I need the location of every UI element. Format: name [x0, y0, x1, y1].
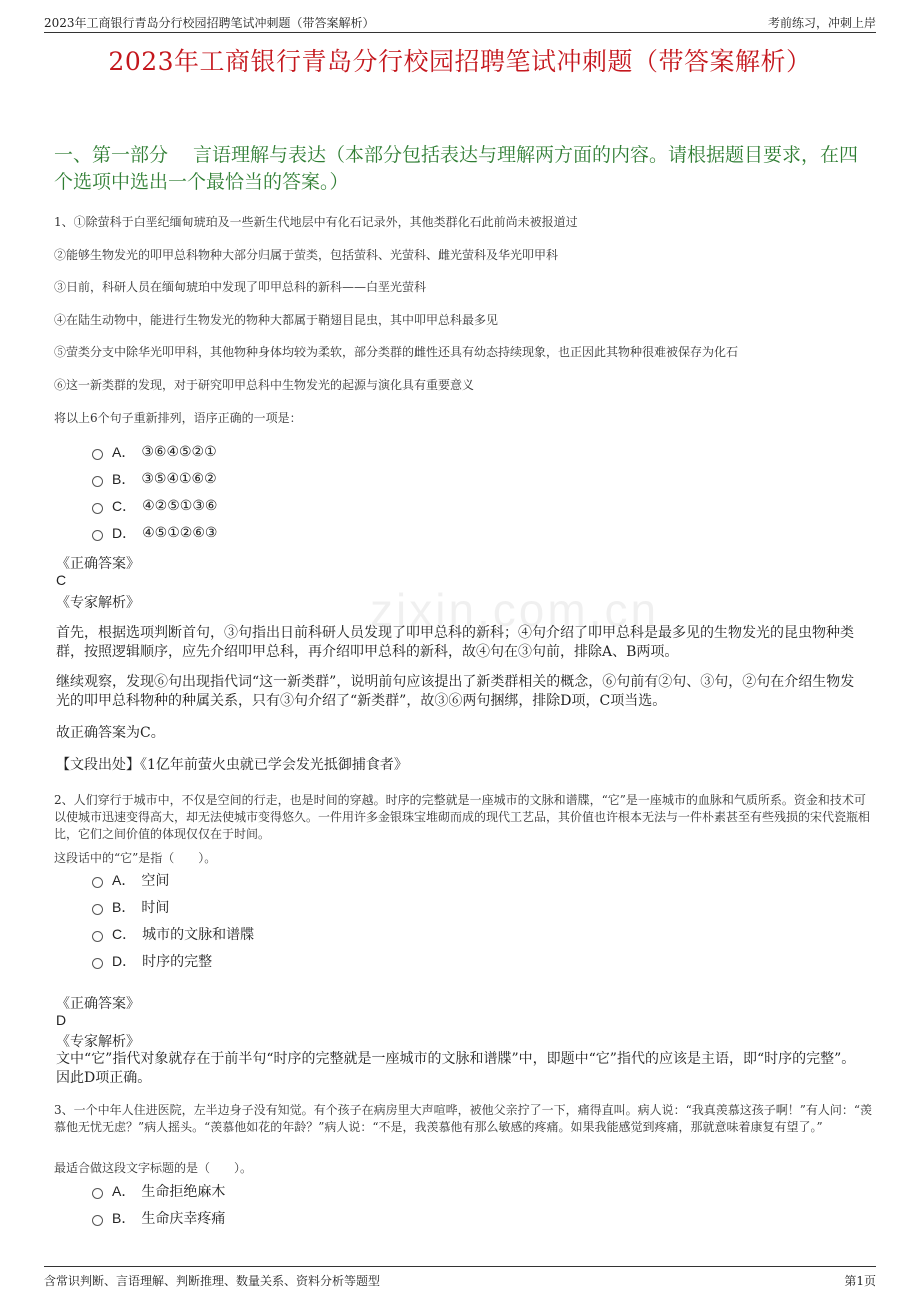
option-letter: D．	[112, 525, 137, 541]
radio-icon[interactable]	[92, 877, 103, 888]
option-letter: A．	[112, 872, 136, 888]
q2-option-b[interactable]	[92, 898, 169, 916]
header-doc-title: 2023年工商银行青岛分行校园招聘笔试冲刺题（带答案解析）	[44, 16, 375, 30]
option-text: 时间	[141, 900, 170, 916]
q1-analysis-paragraph: 继续观察，发现⑥句出现指代词“这一新类群”，说明前句应该提出了新类群相关的概念，⑥句前有②句、③句，②句在介绍生物发光的叩甲总科物种的种属关系，只有③句介绍了“新类群”，故③⑥两句捆绑，排除D项，C项当选。	[56, 674, 855, 709]
q1-line: ⑥这一新类群的发现，对于研究叩甲总科中生物发光的起源与演化具有重要意义	[54, 378, 475, 392]
q1-line: ④在陆生动物中，能进行生物发光的物种大都属于鞘翅目昆虫，其中叩甲总科最多见	[54, 313, 499, 327]
option-text: ④⑤①②⑥③	[142, 525, 218, 541]
q1-analysis-paragraph: 故正确答案为C。	[56, 725, 165, 741]
q2-analysis: 文中“它”指代对象就存在于前半句“时序的完整就是一座城市的文脉和谱牒”中，即题中“它”指代的应该是主语，即“时序的完整”。因此D项正确。	[56, 1051, 856, 1086]
q3-option-a[interactable]	[92, 1182, 225, 1200]
q1-option-c[interactable]	[92, 497, 217, 515]
radio-icon[interactable]	[92, 476, 103, 487]
q1-analysis-paragraph: 首先，根据选项判断首句，③句指出日前科研人员发现了叩甲总科的新科；④句介绍了叩甲总科是最多见的生物发光的昆虫物种类群，按照逻辑顺序，应先介绍叩甲总科，再介绍叩甲总科的新科，故④句在③句前，排除A、B两项。	[56, 625, 854, 660]
radio-icon[interactable]	[92, 958, 103, 969]
option-letter: A．	[112, 1183, 136, 1199]
q1-source: 【文段出处】《1亿年前萤火虫就已学会发光抵御捕食者》	[56, 757, 408, 773]
page-footer	[44, 1266, 876, 1289]
watermark: zixin.com.cn	[370, 584, 660, 636]
q1-line: 1、①除萤科于白垩纪缅甸琥珀及一些新生代地层中有化石记录外，其他类群化石此前尚未被报道过	[54, 215, 578, 229]
option-text: 生命庆幸疼痛	[141, 1211, 226, 1227]
radio-icon[interactable]	[92, 1215, 103, 1226]
radio-icon[interactable]	[92, 931, 103, 942]
option-letter: C．	[112, 498, 137, 514]
option-text: 空间	[141, 873, 170, 889]
option-text: ③⑤④①⑥②	[141, 471, 217, 487]
q1-line: ③日前，科研人员在缅甸琥珀中发现了叩甲总科的新科——白垩光萤科	[54, 280, 427, 294]
radio-icon[interactable]	[92, 449, 103, 460]
q1-line: ⑤萤类分支中除华光叩甲科，其他物种身体均较为柔软，部分类群的雌性还具有幼态持续现象，也正因此其物种很难被保存为化石	[54, 345, 739, 359]
q2-answer: D	[56, 1012, 67, 1028]
radio-icon[interactable]	[92, 503, 103, 514]
radio-icon[interactable]	[92, 530, 103, 541]
q2-question: 这段话中的“它”是指（ ）。	[54, 851, 217, 865]
option-letter: B．	[112, 471, 136, 487]
q3-stem: 3、一个中年人住进医院，左半边身子没有知觉。有个孩子在病房里大声喧哗，被他父亲拧了一下，痛得直叫。病人说：“我真羡慕这孩子啊！”有人问：“羡慕他无忧无虑？”病人摇头。“羡慕他如花的年龄？”病人说：“不是，我羡慕他有那么敏感的疼痛。如果我能感觉到疼痛，那就意味着康复有望了。”	[54, 1103, 873, 1134]
q1-option-a[interactable]	[92, 443, 217, 461]
q3-question: 最适合做这段文字标题的是（ ）。	[54, 1161, 253, 1175]
q2-stem: 2、人们穿行于城市中，不仅是空间的行走，也是时间的穿越。时序的完整就是一座城市的文脉和谱牒，“它”是一座城市的血脉和气质所系。资金和技术可以使城市迅速变得高大，却无法使城市变得悠久。一件用许多金银珠宝堆砌而成的现代工艺品，其价值也许根本无法与一件朴素甚至有些残损的宋代瓷瓶相比，它们之间价值的体现仅仅在于时间。	[54, 793, 871, 841]
q1-option-b[interactable]	[92, 470, 217, 488]
option-letter: B．	[112, 1210, 136, 1226]
option-text: 城市的文脉和谱牒	[142, 927, 255, 943]
q2-analysis-label: 《专家解析》	[56, 1034, 140, 1050]
page-number: 第1页	[844, 1274, 876, 1288]
q1-analysis-label: 《专家解析》	[56, 595, 140, 611]
page-header	[44, 12, 876, 33]
q1-line: ②能够生物发光的叩甲总科物种大部分归属于萤类，包括萤科、光萤科、雌光萤科及华光叩甲科	[54, 248, 559, 262]
q3-option-b[interactable]	[92, 1209, 225, 1227]
q1-answer: C	[56, 572, 67, 588]
footer-topics: 含常识判断、言语理解、判断推理、数量关系、资料分析等题型	[44, 1274, 381, 1288]
option-letter: D．	[112, 953, 137, 969]
q2-option-a[interactable]	[92, 871, 169, 889]
q1-question: 将以上6个句子重新排列，语序正确的一项是：	[54, 411, 302, 425]
radio-icon[interactable]	[92, 904, 103, 915]
section-heading: 一、第一部分 言语理解与表达（本部分包括表达与理解两方面的内容。请根据题目要求，在四个选项中选出一个最恰当的答案。）	[54, 144, 859, 193]
option-letter: B．	[112, 899, 136, 915]
option-text: ④②⑤①③⑥	[142, 498, 218, 514]
q2-option-d[interactable]	[92, 952, 212, 970]
option-text: 时序的完整	[142, 954, 213, 970]
radio-icon[interactable]	[92, 1188, 103, 1199]
option-letter: C．	[112, 926, 137, 942]
q2-option-c[interactable]	[92, 925, 254, 943]
option-text: ③⑥④⑤②①	[141, 444, 217, 460]
header-slogan: 考前练习，冲刺上岸	[767, 16, 876, 30]
q2-answer-label: 《正确答案》	[56, 996, 140, 1012]
page-title: 2023年工商银行青岛分行校园招聘笔试冲刺题（带答案解析）	[108, 47, 812, 76]
q1-answer-label: 《正确答案》	[56, 556, 140, 572]
option-text: 生命拒绝麻木	[141, 1184, 226, 1200]
q1-option-d[interactable]	[92, 524, 217, 542]
option-letter: A．	[112, 444, 136, 460]
